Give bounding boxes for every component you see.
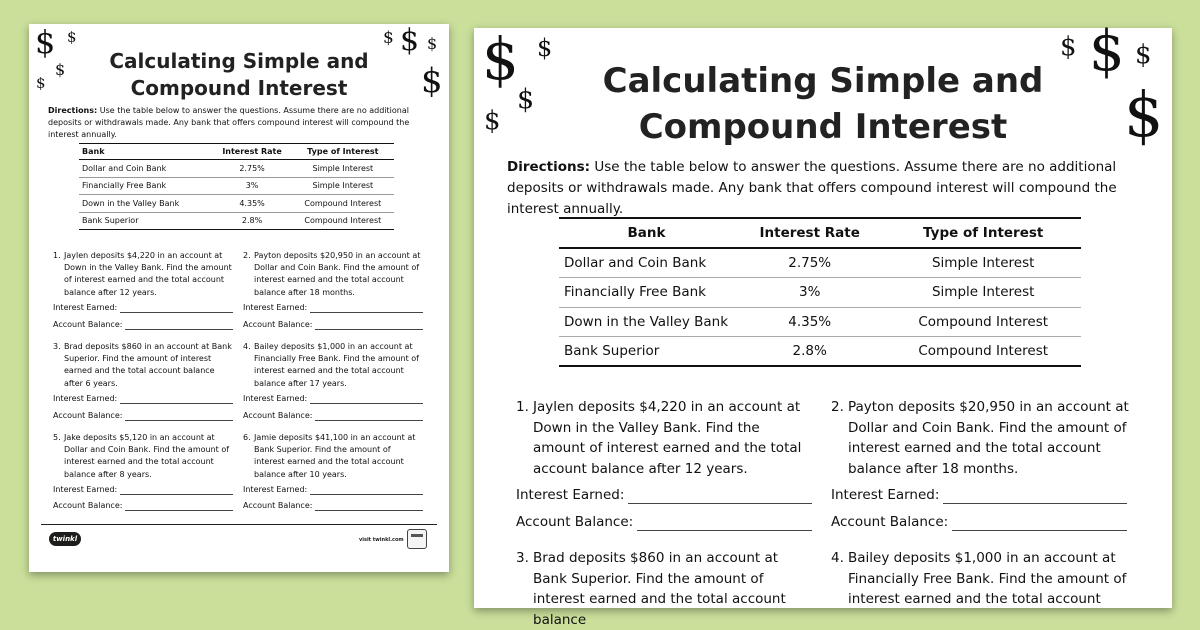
answer-line[interactable] [125, 321, 233, 330]
table-cell: Dollar and Coin Bank [559, 248, 734, 278]
table-cell: Simple Interest [885, 248, 1081, 278]
table-cell: Dollar and Coin Bank [79, 160, 212, 178]
account-balance-label: Account Balance: [53, 411, 123, 420]
interest-earned-field[interactable] [243, 303, 423, 313]
answer-line[interactable] [120, 486, 233, 495]
dollar-sign-decoration: $ [1135, 40, 1152, 70]
table-cell: Financially Free Bank [79, 177, 212, 195]
question-text: Brad deposits $860 in an account at Bank Superior. Find the amount of interest earned and the total account balance [533, 550, 786, 628]
account-balance-field[interactable] [243, 411, 423, 421]
question-number: 4. [243, 342, 251, 351]
table-cell: Simple Interest [292, 160, 394, 178]
account-balance-field[interactable] [53, 411, 233, 421]
question-number: 1. [516, 399, 529, 415]
dollar-sign-decoration: $ [383, 28, 394, 48]
table-cell: 4.35% [734, 307, 885, 337]
question-3 [53, 341, 233, 390]
answer-line[interactable] [125, 412, 233, 421]
answer-line[interactable] [315, 412, 423, 421]
title-line-2: Compound Interest [638, 107, 1008, 147]
answer-line[interactable] [310, 395, 423, 404]
answer-line[interactable] [310, 486, 423, 495]
table-row [559, 307, 1081, 337]
directions [48, 105, 434, 141]
table-header: Interest Rate [212, 144, 291, 160]
directions-label: Directions: [48, 106, 98, 115]
account-balance-field[interactable] [243, 501, 423, 511]
account-balance-field[interactable] [243, 320, 423, 330]
question-3 [516, 548, 816, 630]
answer-line[interactable] [952, 517, 1127, 531]
question-4 [243, 341, 423, 390]
table-cell: Simple Interest [885, 278, 1081, 308]
account-balance-label: Account Balance: [243, 501, 313, 510]
interest-earned-label: Interest Earned: [53, 303, 118, 312]
question-2 [243, 250, 423, 299]
interest-earned-field[interactable] [831, 486, 1127, 504]
account-balance-field[interactable] [53, 501, 233, 511]
interest-earned-label: Interest Earned: [243, 394, 308, 403]
table-cell: 3% [212, 177, 291, 195]
dollar-sign-decoration: $ [421, 61, 443, 101]
dollar-sign-decoration: $ [482, 25, 519, 93]
table-cell: Compound Interest [885, 307, 1081, 337]
table-row [79, 212, 394, 230]
answer-line[interactable] [120, 395, 233, 404]
table-cell: 2.75% [734, 248, 885, 278]
question-5 [53, 432, 233, 481]
dollar-sign-decoration: $ [1060, 32, 1077, 62]
question-text: Bailey deposits $1,000 in an account at Financially Free Bank. Find the amount of interest earned and the total account [848, 550, 1127, 607]
interest-earned-label: Interest Earned: [831, 487, 940, 503]
answer-line[interactable] [125, 502, 233, 511]
title-line-1: Calculating Simple and [602, 61, 1044, 101]
table-cell: Bank Superior [559, 337, 734, 367]
dollar-sign-decoration: $ [36, 74, 46, 92]
table-cell: Compound Interest [292, 195, 394, 213]
interest-earned-field[interactable] [243, 485, 423, 495]
question-number: 2. [831, 399, 844, 415]
badge-icon [407, 529, 427, 549]
answer-line[interactable] [310, 304, 423, 313]
table-header: Bank [79, 144, 212, 160]
page-title [474, 58, 1172, 150]
interest-earned-label: Interest Earned: [516, 487, 625, 503]
title-line-1: Calculating Simple and [109, 49, 369, 73]
question-1 [53, 250, 233, 299]
visit-link: visit twinkl.com [359, 537, 404, 543]
table-row [559, 278, 1081, 308]
interest-earned-field[interactable] [243, 394, 423, 404]
interest-earned-label: Interest Earned: [243, 485, 308, 494]
table-cell: 2.8% [734, 337, 885, 367]
interest-earned-field[interactable] [516, 486, 812, 504]
table-header-row [559, 218, 1081, 248]
directions-label: Directions: [507, 159, 591, 175]
worksheet-preview-small [29, 24, 449, 572]
question-number: 3. [516, 550, 529, 566]
question-number: 4. [831, 550, 844, 566]
directions-text: Use the table below to answer the questions. Assume there are no additional deposits or withdrawals made. Any bank that offers compound interest will compound the interest annually. [48, 106, 410, 139]
question-number: 1. [53, 251, 61, 260]
interest-earned-field[interactable] [53, 485, 233, 495]
table-cell: Financially Free Bank [559, 278, 734, 308]
dollar-sign-decoration: $ [400, 23, 420, 58]
question-number: 3. [53, 342, 61, 351]
account-balance-label: Account Balance: [243, 411, 313, 420]
account-balance-label: Account Balance: [516, 514, 634, 530]
twinkl-logo: twinkl [49, 532, 81, 546]
table-cell: Simple Interest [292, 177, 394, 195]
interest-earned-label: Interest Earned: [243, 303, 308, 312]
directions [507, 157, 1147, 220]
question-text: Jaylen deposits $4,220 in an account at Down in the Valley Bank. Find the amount of interest earned and the total account balance after 12 years. [533, 399, 802, 477]
account-balance-field[interactable] [516, 513, 812, 531]
question-text: Jake deposits $5,120 in an account at Dollar and Coin Bank. Find the amount of interest earned and the total account balance after 8 years. [64, 433, 230, 479]
table-row [79, 195, 394, 213]
table-row [79, 160, 394, 178]
table-row [559, 248, 1081, 278]
question-text: Brad deposits $860 in an account at Bank Superior. Find the amount of interest earned and the total account balance after 6 years. [64, 342, 232, 388]
account-balance-field[interactable] [53, 320, 233, 330]
directions-text: Use the table below to answer the questions. Assume there are no additional deposits or withdrawals made. Any bank that offers compound interest will compound the interest annually. [507, 159, 1117, 217]
worksheet-preview-large [474, 19, 1172, 628]
table-row [79, 177, 394, 195]
question-text: Payton deposits $20,950 in an account at Dollar and Coin Bank. Find the amount of interest earned and the total account balance after 18 months. [254, 251, 421, 297]
table-header: Bank [559, 218, 734, 248]
dollar-sign-decoration: $ [427, 34, 438, 53]
table-cell: 3% [734, 278, 885, 308]
question-number: 6. [243, 433, 251, 442]
page-title [29, 48, 449, 102]
question-text: Jaylen deposits $4,220 in an account at Down in the Valley Bank. Find the amount of interest earned and the total account balance after 12 years. [64, 251, 232, 297]
account-balance-label: Account Balance: [53, 501, 123, 510]
answer-line[interactable] [628, 490, 812, 504]
table-cell: Down in the Valley Bank [79, 195, 212, 213]
question-number: 2. [243, 251, 251, 260]
table-cell: Down in the Valley Bank [559, 307, 734, 337]
dollar-sign-decoration: $ [537, 34, 553, 62]
table-cell: 2.8% [212, 212, 291, 230]
question-text: Jamie deposits $41,100 in an account at Bank Superior. Find the amount of interest earned and the total account balance after 10 years. [254, 433, 416, 479]
question-2 [831, 397, 1131, 479]
interest-earned-field[interactable] [53, 394, 233, 404]
table-cell: Compound Interest [292, 212, 394, 230]
interest-earned-label: Interest Earned: [53, 485, 118, 494]
interest-rate-table [79, 143, 394, 230]
account-balance-field[interactable] [831, 513, 1127, 531]
answer-line[interactable] [637, 517, 812, 531]
question-text: Payton deposits $20,950 in an account at Dollar and Coin Bank. Find the amount of interest earned and the total account balance after 18 months. [848, 399, 1129, 477]
table-header: Type of Interest [885, 218, 1081, 248]
table-cell: Bank Superior [79, 212, 212, 230]
table-cell: 4.35% [212, 195, 291, 213]
interest-earned-field[interactable] [53, 303, 233, 313]
table-header: Interest Rate [734, 218, 885, 248]
question-4 [831, 548, 1131, 610]
table-header: Type of Interest [292, 144, 394, 160]
question-number: 5. [53, 433, 61, 442]
question-text: Bailey deposits $1,000 in an account at Financially Free Bank. Find the amount of interest earned and the total account balance after 17 years. [254, 342, 419, 388]
interest-rate-table [559, 217, 1081, 367]
table-cell: 2.75% [212, 160, 291, 178]
dollar-sign-decoration: $ [517, 84, 535, 115]
dollar-sign-decoration: $ [55, 60, 66, 79]
table-row [559, 337, 1081, 367]
account-balance-label: Account Balance: [831, 514, 949, 530]
table-header-row [79, 144, 394, 160]
dollar-sign-decoration: $ [484, 106, 501, 136]
answer-line[interactable] [943, 490, 1127, 504]
dollar-sign-decoration: $ [35, 23, 56, 61]
dollar-sign-decoration: $ [1089, 19, 1125, 84]
interest-earned-label: Interest Earned: [53, 394, 118, 403]
question-1 [516, 397, 816, 479]
title-line-2: Compound Interest [130, 76, 348, 100]
answer-line[interactable] [120, 304, 233, 313]
answer-line[interactable] [315, 321, 423, 330]
dollar-sign-decoration: $ [1124, 78, 1164, 151]
account-balance-label: Account Balance: [53, 320, 123, 329]
answer-line[interactable] [315, 502, 423, 511]
question-6 [243, 432, 423, 481]
table-cell: Compound Interest [885, 337, 1081, 367]
dollar-sign-decoration: $ [67, 28, 77, 46]
account-balance-label: Account Balance: [243, 320, 313, 329]
footer-divider [41, 524, 437, 525]
